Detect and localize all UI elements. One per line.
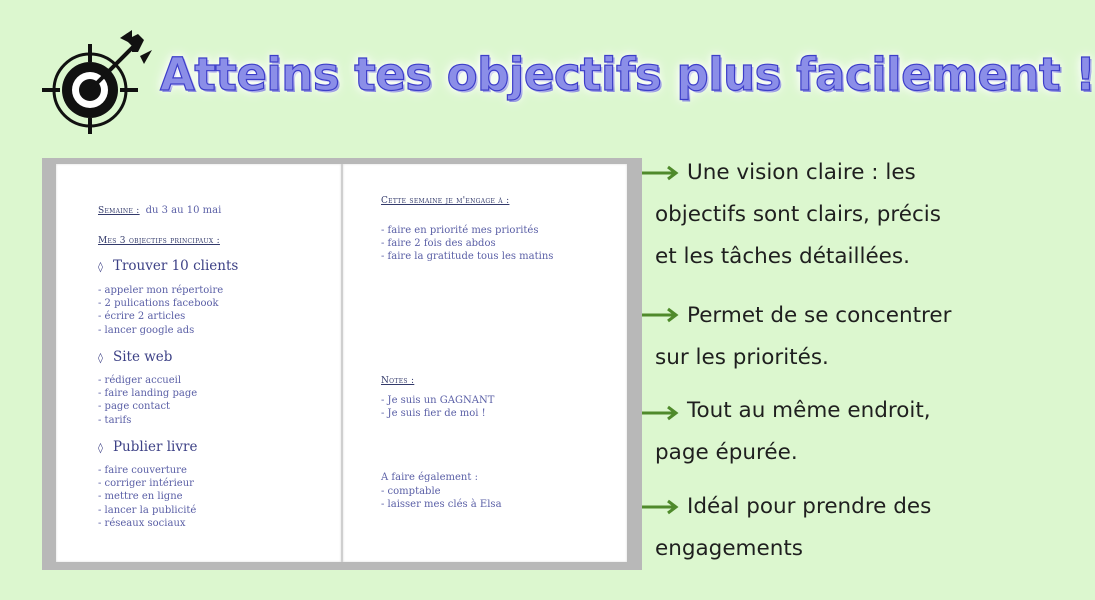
task-item: - mettre en ligne: [98, 491, 183, 503]
objective-task-list: [98, 374, 197, 427]
page-title: Atteins tes objectifs plus facilement !: [160, 48, 1095, 101]
task-item: - corriger intérieur: [98, 478, 194, 490]
feature-commitments: [655, 486, 965, 570]
task-item: - lancer la publicité: [98, 504, 197, 516]
feature-vision: [655, 152, 965, 278]
week-line: [98, 198, 221, 217]
notes-label: Notes :: [381, 376, 415, 386]
feature-line: engagements: [655, 536, 803, 561]
also-item: - laisser mes clés à Elsa: [381, 499, 502, 511]
commitment-item: - faire la gratitude tous les matins: [381, 251, 554, 263]
commitment-item: - faire 2 fois des abdos: [381, 238, 496, 250]
notebook-image: [42, 158, 642, 570]
objective-title: ◊ Trouver 10 clients: [98, 258, 239, 274]
feature-line: page épurée.: [655, 440, 798, 465]
also-label: A faire également :: [381, 472, 478, 483]
target-arrow-icon: [40, 30, 152, 134]
commitment-item: - faire en priorité mes priorités: [381, 225, 539, 236]
task-item: - réseaux sociaux: [98, 517, 186, 529]
notebook-right-page: [343, 164, 627, 562]
note-item: - Je suis un GAGNANT: [381, 395, 495, 406]
objective-title: ◊ Site web: [98, 349, 173, 365]
task-item: - tarifs: [98, 414, 132, 426]
feature-line: objectifs sont clairs, précis: [655, 202, 941, 227]
commit-label: Cette semaine je m'engage à :: [381, 196, 510, 206]
feature-line: Une vision claire : les: [687, 160, 916, 185]
task-item: - écrire 2 articles: [98, 311, 186, 323]
feature-same-place: [655, 390, 965, 474]
task-item: - page contact: [98, 401, 171, 413]
task-item: - faire couverture: [98, 465, 187, 476]
notes-list: [381, 394, 494, 420]
feature-line: sur les priorités.: [655, 345, 829, 370]
commitment-list: [381, 224, 553, 264]
task-item: - appeler mon répertoire: [98, 285, 224, 296]
objective-task-list: [98, 284, 223, 337]
feature-line: Tout au même endroit,: [687, 398, 931, 423]
feature-line: Idéal pour prendre des: [687, 494, 932, 519]
feature-line: Permet de se concentrer: [687, 303, 952, 328]
feature-line: et les tâches détaillées.: [655, 244, 910, 269]
objective-task-list: [98, 464, 196, 530]
objective-title: ◊ Publier livre: [98, 439, 198, 455]
task-item: - 2 pulications facebook: [98, 298, 219, 310]
task-item: - lancer google ads: [98, 324, 195, 336]
week-value: du 3 au 10 mai: [145, 205, 222, 216]
note-item: - Je suis fier de moi !: [381, 408, 486, 420]
task-item: - faire landing page: [98, 388, 198, 400]
objectives-label: Mes 3 objectifs principaux :: [98, 236, 220, 246]
task-item: - rédiger accueil: [98, 375, 182, 386]
week-label: Semaine :: [98, 206, 140, 216]
also-item: - comptable: [381, 486, 441, 497]
notebook-left-page: [56, 164, 341, 562]
feature-focus: [655, 295, 965, 379]
also-list: [381, 485, 502, 511]
